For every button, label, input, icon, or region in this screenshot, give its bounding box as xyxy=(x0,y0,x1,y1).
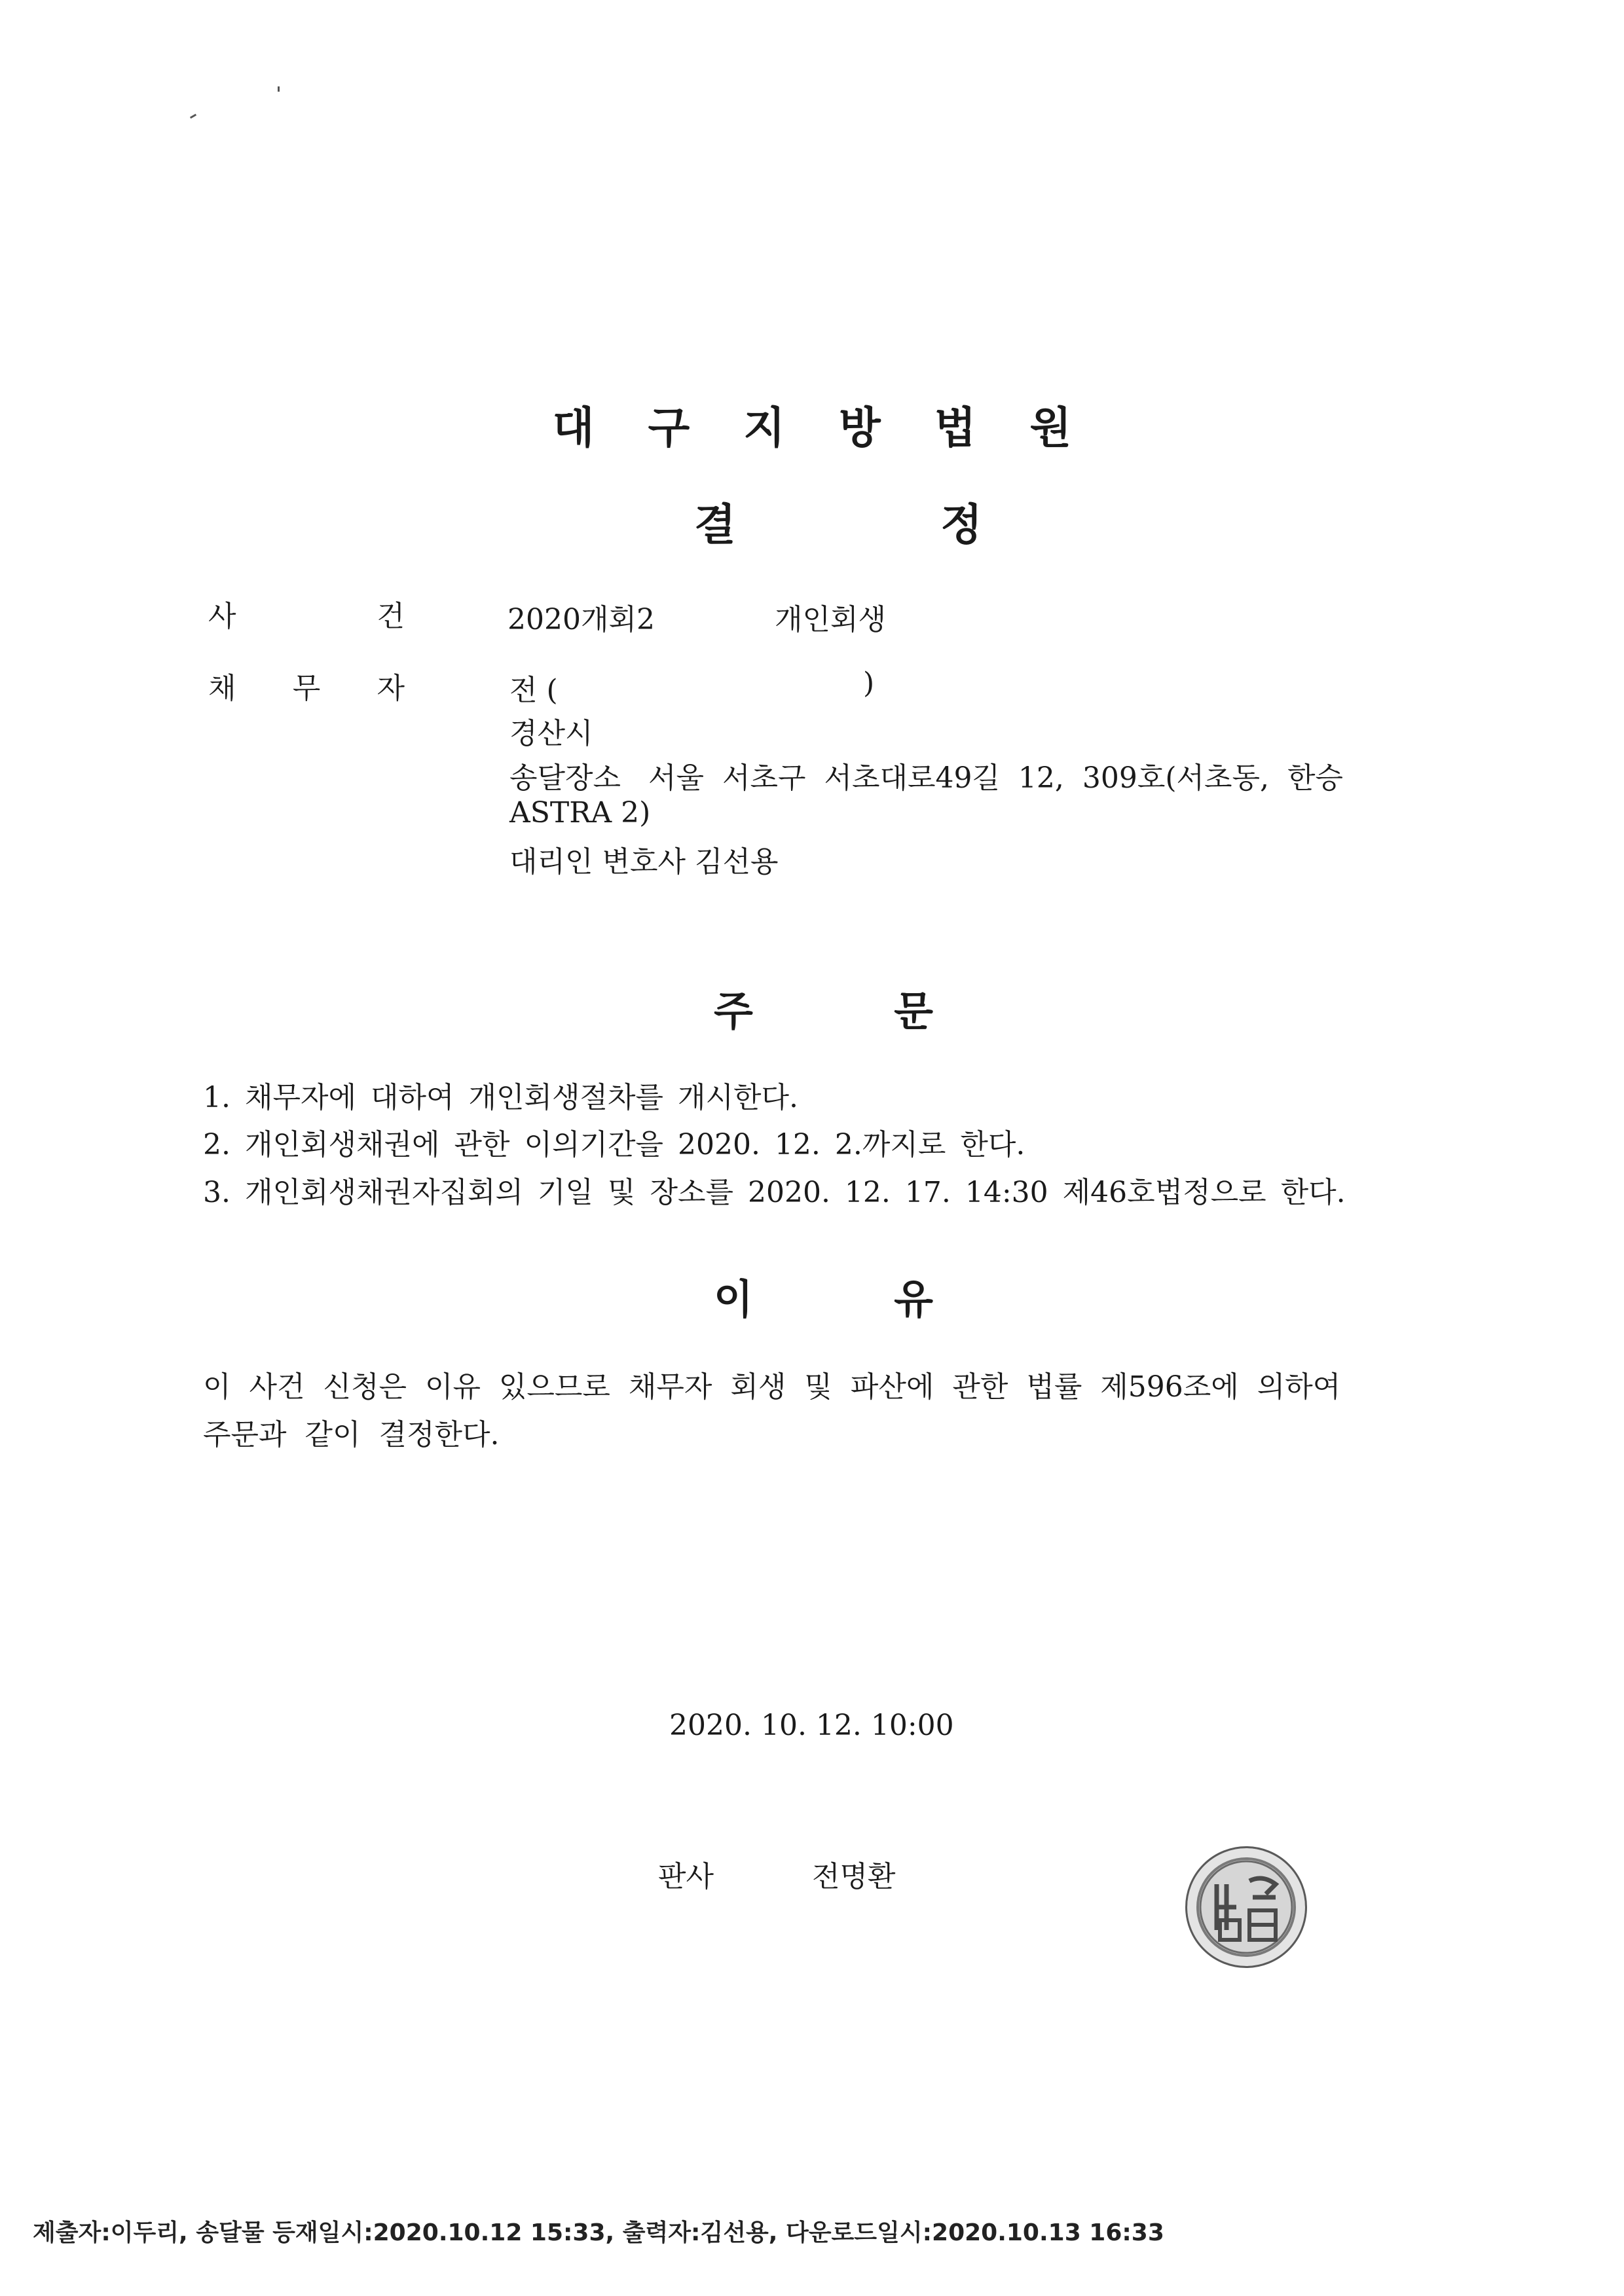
judge-name: 전명환 xyxy=(812,1860,896,1893)
order-heading xyxy=(714,979,933,1037)
document-title xyxy=(694,490,982,552)
reason-heading xyxy=(714,1267,933,1325)
seal-icon xyxy=(1187,1848,1305,1966)
order-item: 2. 개인회생채권에 관한 이의기간을 2020. 12. 2.까지로 한다. xyxy=(203,1128,1025,1161)
debtor-label-char: 자 xyxy=(377,672,405,705)
debtor-name-close: ) xyxy=(863,666,875,700)
debtor-agent: 대리인 변호사 김선용 xyxy=(509,845,779,879)
judge-seal-stamp xyxy=(1185,1846,1307,1968)
reason-heading-char: 이 xyxy=(714,1275,753,1323)
order-heading-char: 주 xyxy=(714,987,753,1035)
scan-mark xyxy=(278,86,280,92)
reason-text: 이 사건 신청은 이유 있으므로 채무자 회생 및 파산에 관한 법률 제596조에 의하여 xyxy=(203,1370,1341,1404)
case-type: 개인회생 xyxy=(775,603,887,636)
reason-heading-char: 유 xyxy=(894,1275,933,1323)
delivery-address: 송달장소 서울 서초구 서초대로49길 12, 309호(서초동, 한승 xyxy=(509,761,1343,795)
order-item: 3. 개인회생채권자집회의 기일 및 장소를 2020. 12. 17. 14:30 제46호법정으로 한다. xyxy=(203,1176,1346,1209)
delivery-address-cont: ASTRA 2) xyxy=(509,796,651,829)
debtor-address: 경산시 xyxy=(509,717,593,750)
footer-submission-info: 제출자:이두리, 송달물 등재일시:2020.10.12 15:33, 출력자:김선용, 다운로드일시:2020.10.13 16:33 xyxy=(33,2219,1164,2246)
document-title-char: 결 xyxy=(694,500,736,550)
scan-mark xyxy=(190,114,196,119)
reason-text: 주문과 같이 결정한다. xyxy=(203,1418,500,1451)
debtor-label-char: 무 xyxy=(292,672,321,705)
case-label xyxy=(208,592,405,634)
debtor-label xyxy=(208,665,405,706)
debtor-name: 전 ( xyxy=(509,674,558,707)
judge-title: 판사 xyxy=(658,1860,714,1893)
case-label-char: 사 xyxy=(208,600,236,633)
court-name: 대구지방법원 xyxy=(552,403,1126,453)
order-item: 1. 채무자에 대하여 개인회생절차를 개시한다. xyxy=(203,1081,798,1114)
debtor-label-char: 채 xyxy=(208,672,236,705)
order-heading-char: 문 xyxy=(894,987,933,1035)
decision-datetime: 2020. 10. 12. 10:00 xyxy=(669,1709,954,1742)
case-label-char: 건 xyxy=(377,600,405,633)
document-title-char: 정 xyxy=(940,500,982,550)
case-number: 2020개회2 xyxy=(507,603,655,636)
